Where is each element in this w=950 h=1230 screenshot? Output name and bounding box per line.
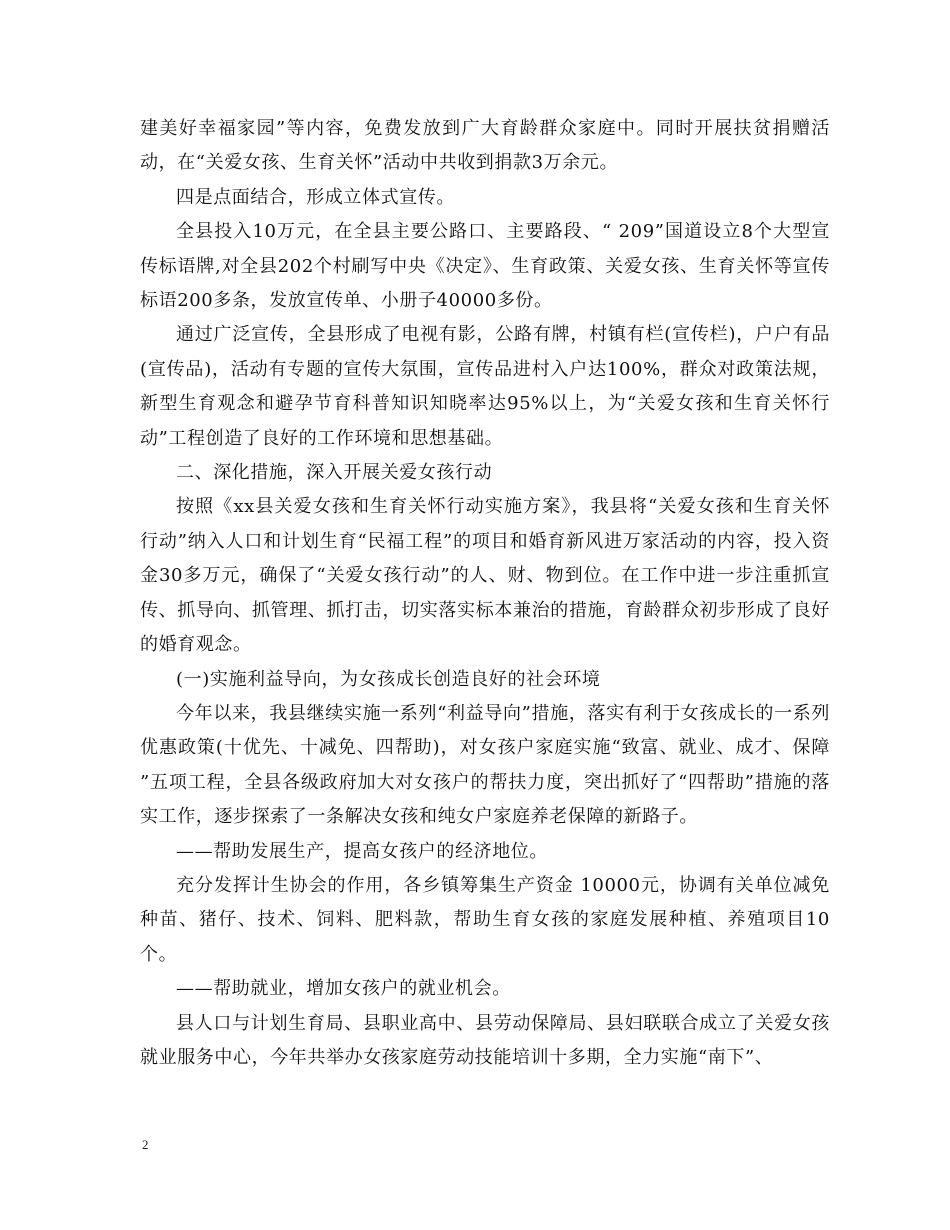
section-heading: 二、深化措施，深入开展关爱女孩行动	[176, 462, 493, 484]
paragraph: 四是点面结合，形成立体式宣传。	[176, 186, 455, 208]
subsection-heading: (一)实施利益导向，为女孩成长创造良好的社会环境	[176, 668, 601, 690]
document-body	[140, 112, 830, 1075]
paragraph: 充分发挥计生协会的作用，各乡镇筹集生产资金 10000元，协调有关单位减免种苗、猪仔、技术、饲料、肥料款，帮助生育女孩的家庭发展种植、养殖项目10个。	[140, 874, 830, 965]
page-number: 2	[142, 1137, 149, 1152]
paragraph: 今年以来，我县继续实施一系列“利益导向”措施，落实有利于女孩成长的一系列优惠政策(十优先、十减免、四帮助)，对女孩户家庭实施“致富、就业、成才、保障 ”五项工程，全县各级政府加大对女孩户的帮扶力度，突出抓好了“四帮助”措施的落实工作，逐步探索了一条解决女孩和纯女户家庭养老保障的新路子。	[140, 702, 830, 828]
paragraph: 通过广泛宣传，全县形成了电视有影，公路有牌，村镇有栏(宣传栏)，户户有品(宣传品)，活动有专题的宣传大氛围，宣传品进村入户达100%，群众对政策法规，新型生育观念和避孕节育科普知识知晓率达95%以上，为“关爱女孩和生育关怀行动”工程创造了良好的工作环境和思想基础。	[140, 324, 830, 449]
item-heading: ——帮助就业，增加女孩户的就业机会。	[176, 978, 511, 1000]
item-heading: ——帮助发展生产，提高女孩户的经济地位。	[176, 840, 548, 862]
paragraph: 县人口与计划生育局、县职业高中、县劳动保障局、县妇联联合成立了关爱女孩就业服务中心，今年共举办女孩家庭劳动技能培训十多期，全力实施“南下”、	[140, 1012, 830, 1068]
paragraph: 按照《xx县关爱女孩和生育关怀行动实施方案》，我县将“关爱女孩和生育关怀行动”纳入人口和计划生育“民福工程”的项目和婚育新风进万家活动的内容，投入资金30多万元，确保了“关爱女孩行动”的人、财、物到位。在工作中进一步注重抓宣传、抓导向、抓管理、抓打击，切实落实标本兼治的措施，育龄群众初步形成了良好的婚育观念。	[140, 496, 830, 656]
paragraph: 建美好幸福家园”等内容，免费发放到广大育龄群众家庭中。同时开展扶贫捐赠活动，在“关爱女孩、生育关怀”活动中共收到捐款3万余元。	[140, 118, 830, 174]
paragraph: 全县投入10万元，在全县主要公路口、主要路段、“ 209”国道设立8个大型宣传标语牌,对全县202个村刷写中央《决定》、生育政策、关爱女孩、生育关怀等宣传标语200多条，发放宣传单、小册子40000多份。	[140, 221, 830, 312]
